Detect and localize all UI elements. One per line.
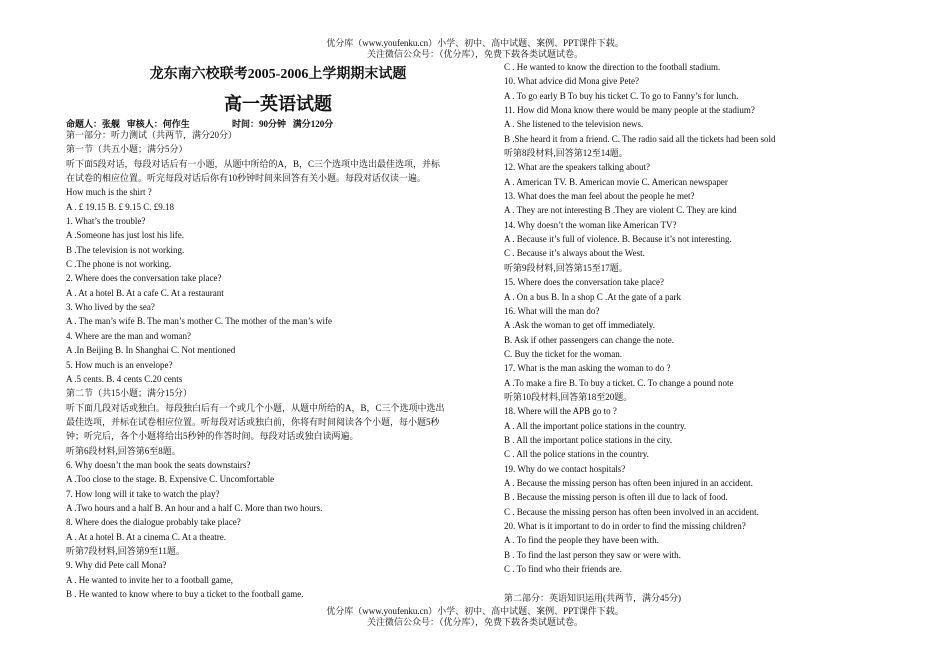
text-line: C. Buy the ticket for the woman. xyxy=(504,348,622,359)
text-line: B .She heard it from a friend. C. The radio said all the tickets had been sold xyxy=(504,133,776,144)
text-line: 3. Who lived by the sea? xyxy=(66,302,155,313)
text-line: 最佳选项，并标在试卷相应位置。听每段对话或独白前，你将有时间阅读各个小题，每小题5秒 xyxy=(66,416,440,427)
exam-time: 时间：90分钟 xyxy=(232,119,287,129)
text-line: 18. Where will the APB go to ? xyxy=(504,406,617,417)
text-line: B . All the important police stations in the city. xyxy=(504,434,673,445)
text-line: B. Ask if other passengers can change the note. xyxy=(504,334,674,345)
text-line: A . To find the people they have been with. xyxy=(504,535,659,546)
text-line: A . All the important police stations in the country. xyxy=(504,420,687,431)
text-line: C . To find who their friends are. xyxy=(504,564,622,575)
text-line: 第一部分：听力测试（共两节，满分20分） xyxy=(66,130,238,140)
text-line: A .5 cents. B. 4 cents C.20 cents xyxy=(66,373,183,384)
text-line: B . He wanted to know where to buy a ticket to the football game. xyxy=(66,589,304,599)
text-line xyxy=(504,576,924,590)
text-line: A . He wanted to invite her to a football game, xyxy=(66,574,233,585)
text-line: 20. What is it important to do in order to find the missing children? xyxy=(504,521,746,531)
text-line: A .Someone has just lost his life. xyxy=(66,230,184,241)
text-line: 第二部分：英语知识运用(共两节，满分45分) xyxy=(504,592,681,603)
footer-line-1: 优分库（www.youfenku.cn）小学、初中、高中试题、案例、PPT课件下载。 xyxy=(326,606,624,616)
text-line: A . Because the missing person has often been injured in an accident. xyxy=(504,477,753,488)
text-line: A .Too close to the stage. B. Expensive C. Uncomfortable xyxy=(66,474,275,485)
text-line: A . They are not interesting B .They are violent C. They are kind xyxy=(504,205,737,216)
text-line: 1. What’s the trouble? xyxy=(66,216,146,227)
text-line: 5. How much is an envelope? xyxy=(66,359,173,370)
text-line: 15. Where does the conversation take place? xyxy=(504,277,665,288)
text-line: 14. Why doesn’t the woman like American TV? xyxy=(504,219,677,230)
header-line-2: 关注微信公众号：（优分库），免费下载各类试题试卷。 xyxy=(366,49,583,59)
text-line: 听下面几段对话或独白。每段独白后有一个或几个小题，从题中所给的A，B，C三个选项中选出 xyxy=(66,402,445,413)
text-line: 4. Where are the man and woman? xyxy=(66,330,192,341)
text-line: 听下面5段对话，每段对话后有一小题，从题中所给的A，B，C三个选项中选出最佳选项，并标 xyxy=(66,158,441,169)
text-line: How much is the shirt ? xyxy=(66,187,152,198)
exam-score: 满分120分 xyxy=(292,119,334,129)
right-column xyxy=(504,60,924,605)
proposer: 命题人：张舰 xyxy=(66,119,121,129)
text-line: 11. How did Mona know there would be many people at the stadium? xyxy=(504,105,755,116)
text-line: A . Because it’s full of violence. B. Because it’s not interesting. xyxy=(504,234,732,245)
text-line: A . At a hotel B. At a cafe C. At a restaurant xyxy=(66,287,224,298)
text-line: 10. What advice did Mona give Pete? xyxy=(504,76,640,87)
text-line: A . At a hotel B. At a cinema C. At a theatre. xyxy=(66,531,226,542)
text-line: 听第10段材料,回答第18至20题。 xyxy=(504,391,633,402)
exam-subtitle: 高一英语试题 xyxy=(224,94,332,114)
text-line: 16. What will the man do? xyxy=(504,305,600,316)
text-line: C . Because the missing person has often been involved in an accident. xyxy=(504,506,759,517)
text-line: 9. Why did Pete call Mona? xyxy=(66,560,167,571)
text-line: 听第7段材料,回答第9至11题。 xyxy=(66,545,185,556)
text-line: 13. What does the man feel about the people he met? xyxy=(504,191,695,202)
page-footer xyxy=(0,606,950,628)
text-line: 2. Where does the conversation take place? xyxy=(66,273,222,284)
text-line: 在试卷的相应位置。听完每段对话后你有10秒钟时间来回答有关小题。每段对话仅读一遍。 xyxy=(66,173,427,184)
text-line: 8. Where does the dialogue probably take place? xyxy=(66,517,241,528)
text-line: A .Ask the woman to get off immediately. xyxy=(504,320,655,331)
text-line: B . To find the last person they saw or were with. xyxy=(504,549,681,560)
text-line: A . To go early B To buy his ticket C. To go to Fanny’s for lunch. xyxy=(504,90,739,101)
text-line: 6. Why doesn’t the man book the seats downstairs? xyxy=(66,459,251,470)
text-line: 17. What is the man asking the woman to do ? xyxy=(504,363,671,374)
text-line: A .Two hours and a half B. An hour and a half C. More than two hours. xyxy=(66,502,323,513)
text-line: A .To make a fire B. To buy a ticket. C. To change a pound note xyxy=(504,377,734,388)
text-line: A .In Beijing B. In Shanghai C. Not mentioned xyxy=(66,345,236,356)
text-line: C .The phone is not working. xyxy=(66,259,172,270)
text-line: B . Because the missing person is often ill due to lack of food. xyxy=(504,492,728,503)
text-line: 钟；听完后，各个小题将给出5秒钟的作答时间。每段对话或独白读两遍。 xyxy=(66,431,359,442)
text-line: C . Because it’s always about the West. xyxy=(504,248,645,259)
text-line: 听第6段材料,回答第6至8题。 xyxy=(66,445,181,456)
text-line: 7. How long will it take to watch the play? xyxy=(66,488,220,499)
page-header xyxy=(0,38,950,60)
exam-title: 龙东南六校联考2005-2006上学期期末试题 xyxy=(149,67,407,82)
text-line: A . £ 19.15 B. £ 9.15 C. £9.18 xyxy=(66,201,175,212)
reviewer: 审核人：何作生 xyxy=(126,119,190,129)
text-line: C . He wanted to know the direction to the football stadium. xyxy=(504,62,721,72)
left-column xyxy=(66,128,490,601)
text-line: A . On a bus B. In a shop C .At the gate of a park xyxy=(504,291,681,302)
text-line: 12. What are the speakers talking about? xyxy=(504,162,651,173)
text-line: B .The television is not working. xyxy=(66,244,185,255)
text-line: 第二节（共15小题；满分15分） xyxy=(66,388,193,399)
text-line: A . The man’s wife B. The man’s mother C. The mother of the man’s wife xyxy=(66,316,332,327)
text-line: 19. Why do we contact hospitals? xyxy=(504,463,626,474)
text-line: 听第9段材料,回答第15至17题。 xyxy=(504,262,628,273)
text-line: 听第8段材料,回答第12至14题。 xyxy=(504,148,628,159)
text-line: C . All the police stations in the country. xyxy=(504,449,649,460)
text-line: A . American TV. B. American movie C. American newspaper xyxy=(504,176,728,187)
header-line-1: 优分库（www.youfenku.cn）小学、初中、高中试题、案例、PPT课件下载。 xyxy=(326,38,624,48)
text-line: A . She listened to the television news. xyxy=(504,119,644,130)
footer-line-2: 关注微信公众号：（优分库），免费下载各类试题试卷。 xyxy=(366,617,583,627)
text-line: 第一节（共五小题；满分5分） xyxy=(66,144,188,155)
